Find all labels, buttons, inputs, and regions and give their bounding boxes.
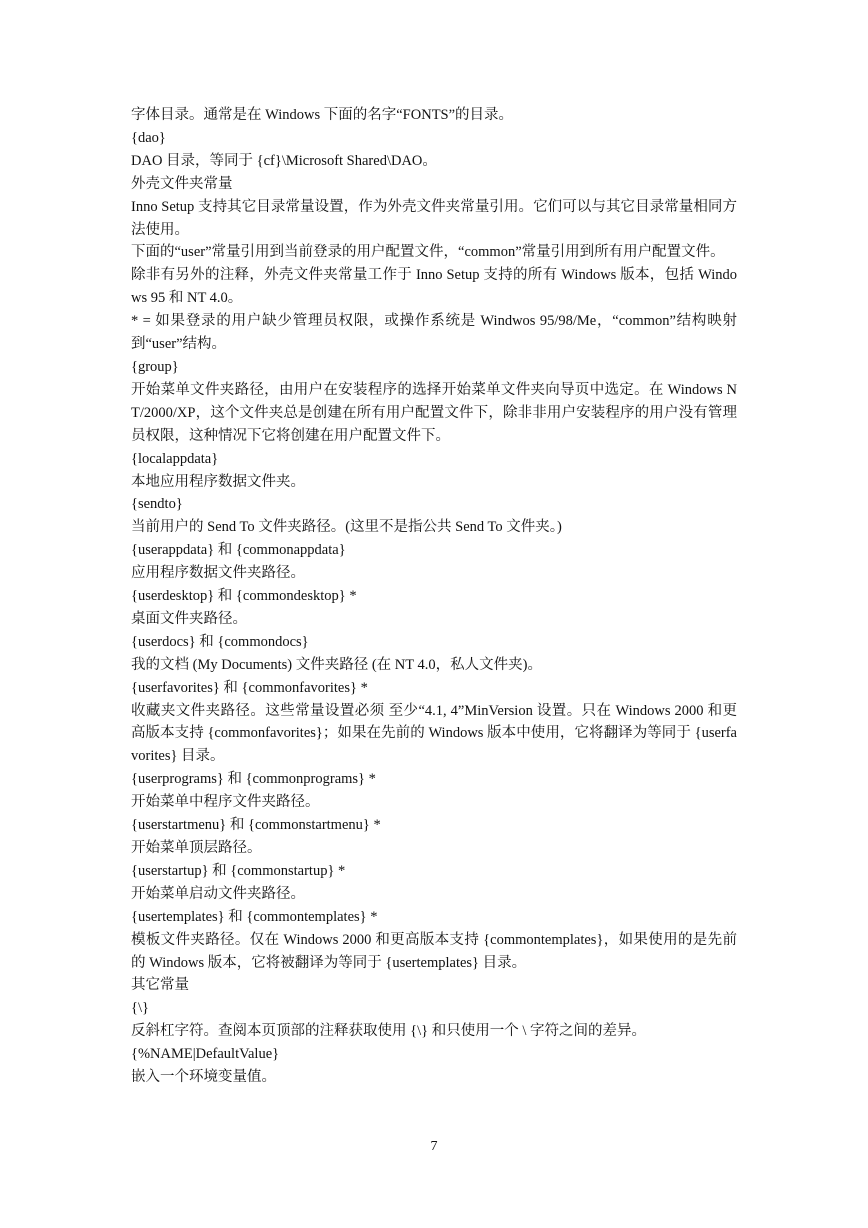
text-paragraph: 嵌入一个环境变量值。 [131,1069,276,1086]
text-paragraph: 桌面文件夹路径。 [131,610,247,627]
text-paragraph: 模板文件夹路径。仅在 Windows 2000 和更高版本支持 {commontemplates}，如果使用的是先前的 Windows 版本，它将被翻译为等同于 {usertemplates} 目录。 [131,931,737,971]
text-paragraph: 本地应用程序数据文件夹。 [131,473,305,490]
text-paragraph: 我的文档 (My Documents) 文件夹路径 (在 NT 4.0，私人文件夹)。 [131,656,542,673]
text-paragraph: {userstartmenu} 和 {commonstartmenu} * [131,817,381,834]
text-paragraph: {usertemplates} 和 {commontemplates} * [131,908,378,925]
text-paragraph: {userstartup} 和 {commonstartup} * [131,862,346,879]
text-paragraph: 开始菜单启动文件夹路径。 [131,885,305,902]
text-paragraph: 除非有另外的注释，外壳文件夹常量工作于 Inno Setup 支持的所有 Windows 版本，包括 Windows 95 和 NT 4.0。 [131,267,737,307]
text-paragraph: 字体目录。通常是在 Windows 下面的名字“FONTS”的目录。 [131,107,514,123]
document-body [131,104,737,1089]
text-paragraph: {userdocs} 和 {commondocs} [131,633,309,650]
text-paragraph: 应用程序数据文件夹路径。 [131,565,305,582]
text-paragraph: * = 如果登录的用户缺少管理员权限，或操作系统是 Windwos 95/98/Me，“common”结构映射到“user”结构。 [131,313,737,353]
text-paragraph: {userdesktop} 和 {commondesktop} * [131,588,357,605]
text-paragraph: DAO 目录，等同于 {cf}\Microsoft Shared\DAO。 [131,152,437,169]
text-paragraph: {userappdata} 和 {commonappdata} [131,542,346,559]
text-paragraph: 其它常量 [131,977,189,994]
text-paragraph: 当前用户的 Send To 文件夹路径。(这里不是指公共 Send To 文件夹。) [131,519,562,536]
text-paragraph: {localappdata} [131,450,219,467]
text-paragraph: {userprograms} 和 {commonprograms} * [131,771,376,788]
text-paragraph: {dao} [131,129,166,146]
text-paragraph: 开始菜单文件夹路径，由用户在安装程序的选择开始菜单文件夹向导页中选定。在 Windows NT/2000/XP，这个文件夹总是创建在所有用户配置文件下，除非非用户安装程序的用户没有管理员权限，这种情况下它将创建在用户配置文件下。 [131,381,737,444]
text-paragraph: {sendto} [131,496,183,513]
text-paragraph: {%NAME|DefaultValue} [131,1046,280,1063]
text-paragraph: 外壳文件夹常量 [131,175,233,192]
text-paragraph: 收藏夹文件夹路径。这些常量设置必须 至少“4.1, 4”MinVersion 设置。只在 Windows 2000 和更高版本支持 {commonfavorites}；如果在先前的 Windows 版本中使用，它将翻译为等同于 {userfavorites} 目录。 [131,702,737,765]
text-paragraph: {userfavorites} 和 {commonfavorites} * [131,679,368,696]
text-paragraph: 下面的“user”常量引用到当前登录的用户配置文件，“common”常量引用到所有用户配置文件。 [131,244,725,261]
text-paragraph: 开始菜单顶层路径。 [131,840,262,856]
text-paragraph: 反斜杠字符。查阅本页顶部的注释获取使用 {\} 和只使用一个 \ 字符之间的差异。 [131,1023,646,1040]
page-number: 7 [430,1139,438,1154]
text-paragraph: {group} [131,358,179,375]
text-paragraph: {\} [131,1000,149,1017]
text-paragraph: Inno Setup 支持其它目录常量设置，作为外壳文件夹常量引用。它们可以与其它目录常量相同方法使用。 [131,198,737,238]
text-paragraph: 开始菜单中程序文件夹路径。 [131,794,320,811]
